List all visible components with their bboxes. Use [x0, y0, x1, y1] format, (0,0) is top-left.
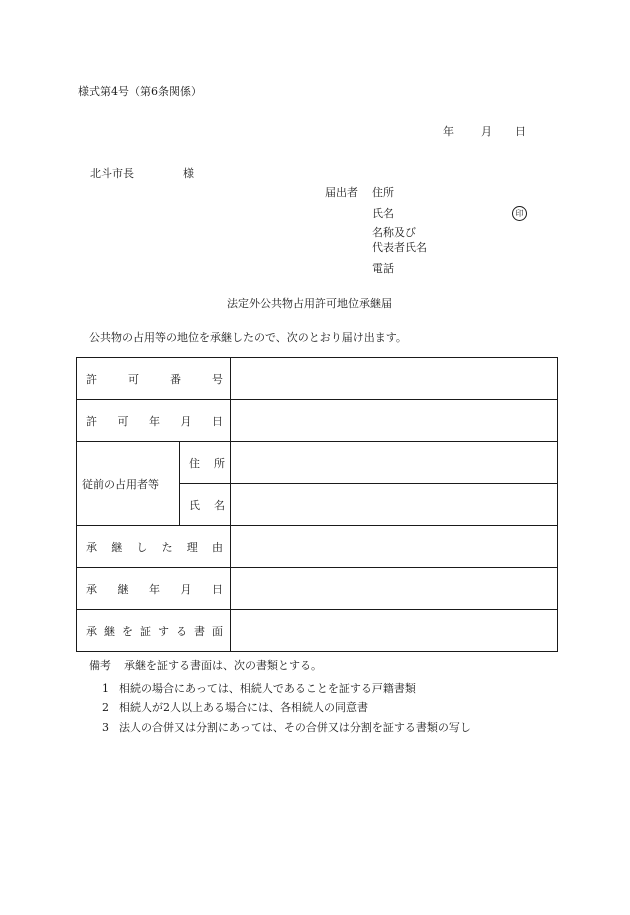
permit-date-label: 許 可 年 月 日 [77, 400, 231, 442]
reason-field[interactable] [231, 526, 558, 568]
note-item-number: 2 [102, 701, 109, 714]
notes-lead: 承継を証する書面は、次の書類とする。 [124, 659, 322, 672]
succession-form-table [76, 357, 558, 652]
intro-text: 公共物の占用等の地位を承継したので、次のとおり届け出ます。 [89, 331, 407, 344]
reason-label: 承 継 し た 理 由 [77, 526, 231, 568]
previous-occupant-label: 従前の占用者等 [77, 442, 180, 526]
addressee-honorific: 様 [183, 167, 194, 180]
permit-date-field[interactable] [231, 400, 558, 442]
form-title: 法定外公共物占用許可地位承継届 [227, 297, 392, 310]
applicant-phone-label: 電話 [372, 262, 394, 275]
notes-heading: 備考 [89, 659, 111, 672]
applicant-address-label: 住所 [372, 186, 394, 199]
row-reason [77, 526, 558, 568]
row-previous-address [77, 442, 558, 484]
row-permit-number [77, 358, 558, 400]
previous-name-field[interactable] [231, 484, 558, 526]
previous-address-field[interactable] [231, 442, 558, 484]
row-permit-date [77, 400, 558, 442]
form-number: 様式第4号（第6条関係） [78, 85, 202, 98]
date-day-label: 日 [515, 125, 526, 138]
applicant-label: 届出者 [325, 186, 358, 199]
date-year-label: 年 [443, 125, 454, 138]
addressee-name: 北斗市長 [90, 167, 134, 180]
row-proof-document [77, 610, 558, 652]
proof-document-field[interactable] [231, 610, 558, 652]
previous-address-label: 住 所 [180, 442, 231, 484]
previous-name-label: 氏 名 [180, 484, 231, 526]
note-item-number: 1 [102, 682, 109, 695]
row-succession-date [77, 568, 558, 610]
note-item-text: 相続の場合にあっては、相続人であることを証する戸籍書類 [119, 682, 416, 695]
seal-mark-icon: 印 [512, 206, 527, 221]
permit-number-label: 許 可 番 号 [77, 358, 231, 400]
date-month-label: 月 [481, 125, 492, 138]
note-item-number: 3 [102, 721, 109, 734]
applicant-name-label: 氏名 [372, 207, 394, 220]
proof-document-label: 承 継 を 証 す る 書 面 [77, 610, 231, 652]
applicant-corp-label-2: 代表者氏名 [372, 241, 427, 254]
note-item-text: 相続人が2人以上ある場合には、各相続人の同意書 [119, 701, 368, 714]
succession-date-field[interactable] [231, 568, 558, 610]
permit-number-field[interactable] [231, 358, 558, 400]
succession-date-label: 承 継 年 月 日 [77, 568, 231, 610]
note-item-text: 法人の合併又は分割にあっては、その合併又は分割を証する書類の写し [119, 721, 471, 734]
applicant-corp-label-1: 名称及び [372, 226, 416, 239]
